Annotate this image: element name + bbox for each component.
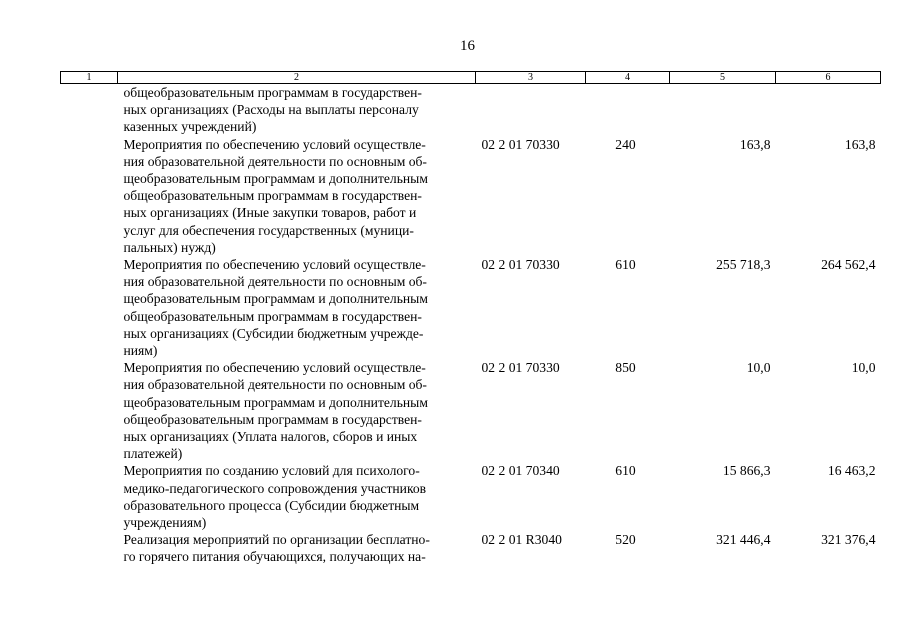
expense-name-line: общеобразовательным программам в государствен- — [123, 308, 422, 324]
target-code-cell: 02 2 01 70340 — [481, 463, 560, 479]
target-code-cell — [476, 84, 586, 136]
expense-name-line: общеобразовательным программам в государствен- — [123, 85, 422, 100]
expense-type-cell: 850 — [615, 360, 636, 376]
table-row — [61, 531, 881, 565]
column-header-2: 2 — [118, 72, 476, 84]
row-number-cell — [61, 84, 118, 136]
amount-year2-cell: 16 463,2 — [827, 463, 876, 479]
expense-name-line: ных организациях (Иные закупки товаров, работ и — [123, 205, 417, 221]
amount-year2-cell: 163,8 — [844, 136, 876, 152]
expense-name-line: ных организациях (Уплата налогов, сборов и иных — [123, 429, 418, 445]
expense-name-cell — [118, 256, 476, 359]
amount-year1-cell: 321 446,4 — [716, 532, 771, 548]
expense-name-line: пальных) нужд) — [123, 239, 216, 255]
expense-name-cell — [118, 136, 476, 256]
expense-name-line: ния образовательной деятельности по основным об- — [123, 274, 427, 290]
table-row — [61, 84, 881, 136]
expense-name-line: казенных учреждений) — [123, 119, 257, 135]
amount-year2-cell: 264 562,4 — [821, 257, 876, 273]
target-code-cell: 02 2 01 70330 — [481, 136, 560, 152]
row-number-cell — [61, 359, 118, 462]
expense-name-line: платежей) — [123, 446, 183, 462]
expense-name-line: Реализация мероприятий по организации бесплатно- — [123, 532, 430, 548]
expense-name-line: щеобразовательным программам и дополнительным — [123, 291, 428, 307]
table-body — [61, 84, 881, 566]
expense-type-cell: 520 — [615, 532, 636, 548]
expense-name-cell — [118, 84, 476, 136]
table-row — [61, 136, 881, 256]
row-number-cell — [61, 136, 118, 256]
amount-year1-cell: 10,0 — [746, 360, 771, 376]
expense-type-cell — [586, 84, 670, 136]
expense-name-line: Мероприятия по обеспечению условий осуществле- — [123, 360, 426, 376]
amount-year2-cell: 321 376,4 — [821, 532, 876, 548]
amount-year1-cell: 15 866,3 — [722, 463, 771, 479]
expense-name-line: Мероприятия по созданию условий для психолого- — [123, 463, 420, 479]
column-header-1: 1 — [61, 72, 118, 84]
column-header-4: 4 — [586, 72, 670, 84]
expense-name-line: ния образовательной деятельности по основным об- — [123, 377, 427, 393]
expense-name-line: услуг для обеспечения государственных (муници- — [123, 222, 414, 238]
expense-name-cell — [118, 462, 476, 531]
target-code-cell: 02 2 01 70330 — [481, 257, 560, 273]
expense-name-line: общеобразовательным программам в государствен- — [123, 411, 422, 427]
column-header-6: 6 — [776, 72, 881, 84]
column-header-3: 3 — [476, 72, 586, 84]
target-code-cell: 02 2 01 R3040 — [481, 532, 562, 548]
table-row — [61, 359, 881, 462]
expense-name-cell — [118, 531, 476, 565]
column-header-5: 5 — [670, 72, 776, 84]
expense-name-line: ных организациях (Расходы на выплаты персоналу — [123, 102, 419, 118]
target-code-cell: 02 2 01 70330 — [481, 360, 560, 376]
page-number: 16 — [460, 38, 475, 54]
row-number-cell — [61, 256, 118, 359]
expense-name-line: образовательного процесса (Субсидии бюджетным — [123, 497, 420, 513]
expense-type-cell: 240 — [615, 136, 636, 152]
amount-year2-cell — [776, 84, 881, 136]
expense-name-line: ния образовательной деятельности по основным об- — [123, 153, 427, 169]
expense-name-line: ниям) — [123, 343, 158, 359]
amount-year2-cell: 10,0 — [851, 360, 876, 376]
table-row — [61, 462, 881, 531]
expense-type-cell: 610 — [615, 463, 636, 479]
amount-year1-cell: 163,8 — [739, 136, 771, 152]
expense-name-line: щеобразовательным программам и дополнительным — [123, 171, 428, 187]
amount-year1-cell: 255 718,3 — [716, 257, 771, 273]
expense-name-line: общеобразовательным программам в государствен- — [123, 188, 422, 204]
expense-name-cell — [118, 359, 476, 462]
expense-name-line: щеобразовательным программам и дополнительным — [123, 394, 428, 410]
amount-year1-cell — [670, 84, 776, 136]
expense-type-cell: 610 — [615, 257, 636, 273]
budget-table — [60, 71, 881, 566]
expense-name-line: учреждениям) — [123, 515, 207, 531]
table-header-row — [61, 72, 881, 84]
expense-name-line: го горячего питания обучающихся, получающих на- — [123, 549, 426, 565]
row-number-cell — [61, 531, 118, 565]
expense-name-line: Мероприятия по обеспечению условий осуществле- — [123, 257, 426, 273]
expense-name-line: ных организациях (Субсидии бюджетным учрежде- — [123, 325, 424, 341]
row-number-cell — [61, 462, 118, 531]
table-row — [61, 256, 881, 359]
expense-name-line: Мероприятия по обеспечению условий осуществле- — [123, 136, 426, 152]
expense-name-line: медико-педагогического сопровождения участников — [123, 480, 427, 496]
